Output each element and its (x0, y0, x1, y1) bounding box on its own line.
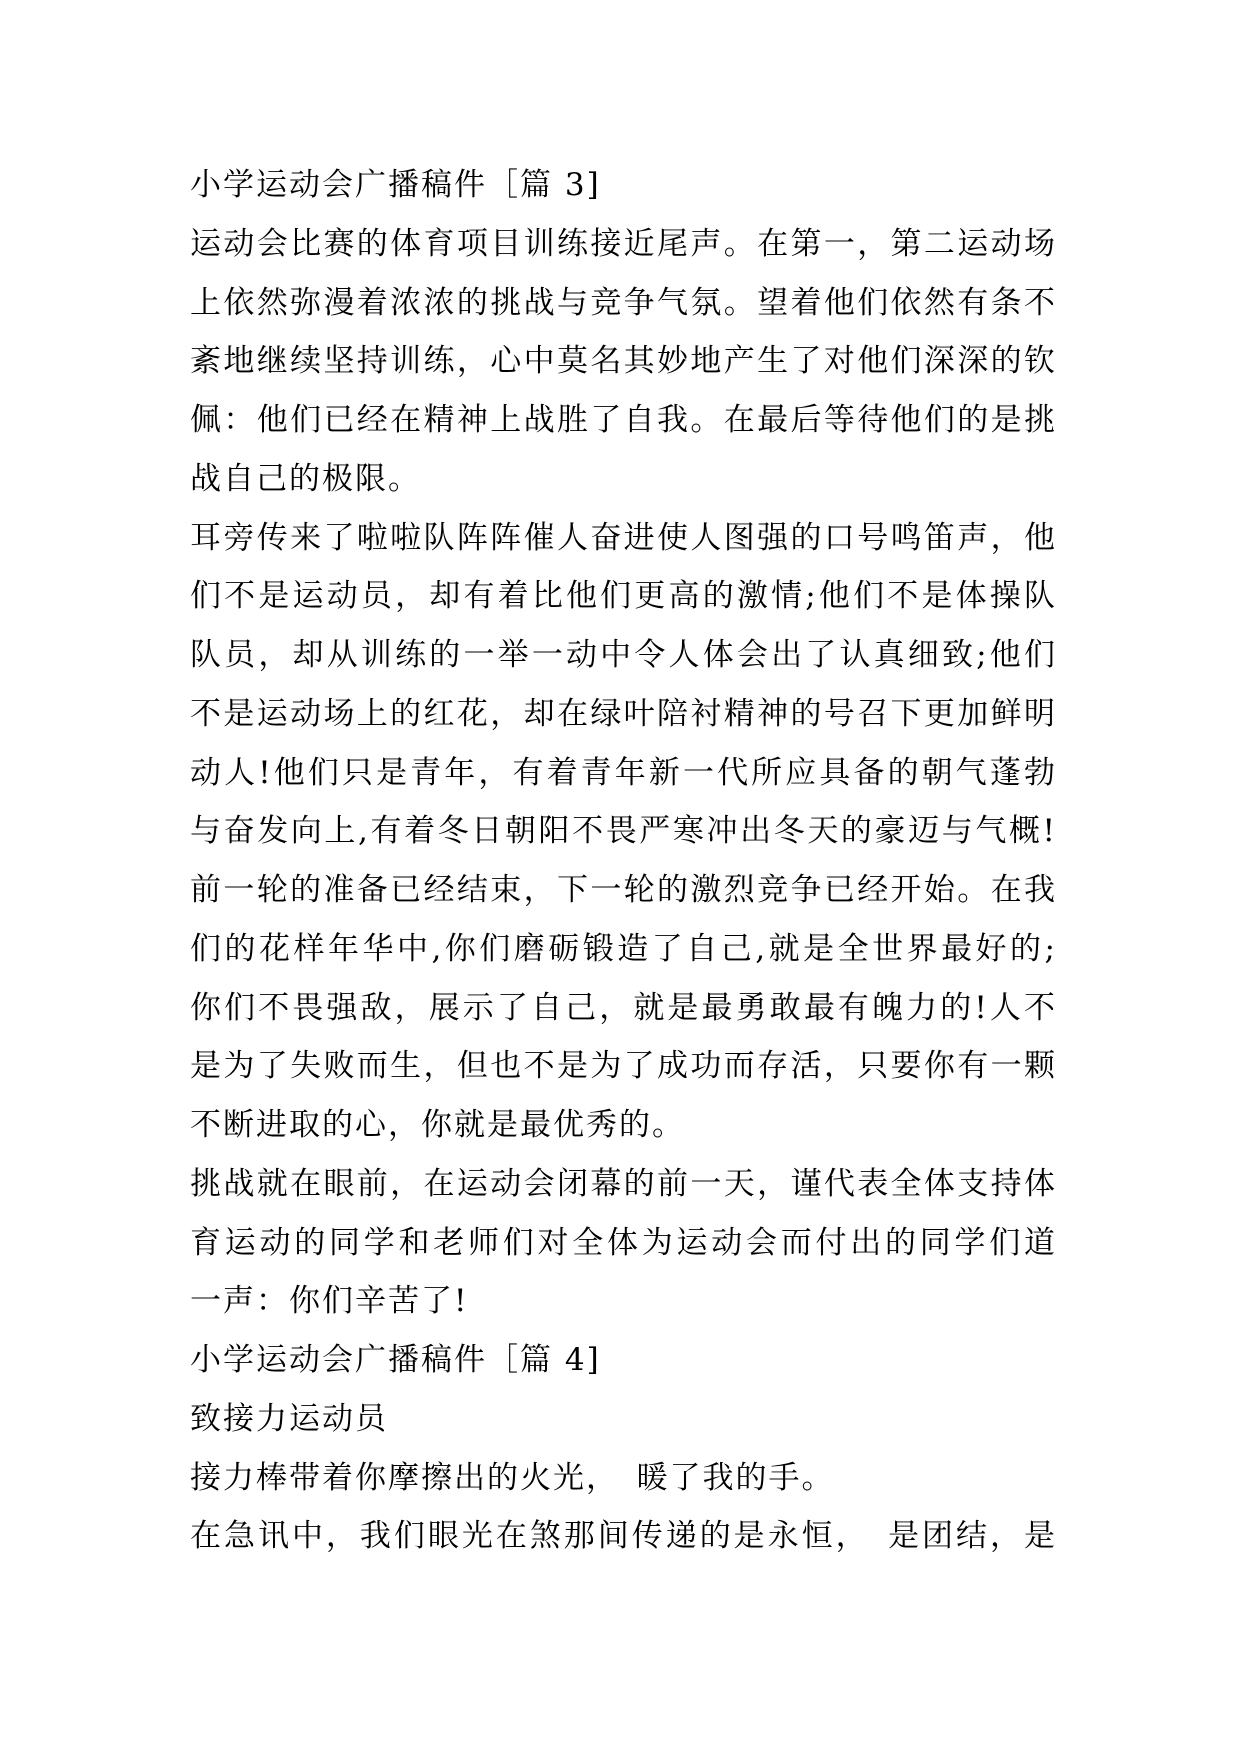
paragraph (190, 861, 1057, 1155)
text-line: 你们不畏强敌，展示了自己，就是最勇敢最有魄力的!人不 (190, 989, 1057, 1026)
text-line: 耳旁传来了啦啦队阵阵催人奋进使人图强的口号鸣笛声，他 (190, 519, 1057, 556)
text-line: 紊地继续坚持训练，心中莫名其妙地产生了对他们深深的钦 (190, 343, 1057, 380)
text-line: 们的花样年华中,你们磨砺锻造了自己,就是全世界最好的; (190, 930, 1057, 967)
text-line: 上依然弥漫着浓浓的挑战与竞争气氛。望着他们依然有条不 (190, 284, 1057, 321)
text-line: 一声：你们辛苦了! (190, 1283, 469, 1320)
paragraph (190, 1155, 1057, 1331)
text-line: 队员，却从训练的一举一动中令人体会出了认真细致;他们 (190, 637, 1057, 673)
poem-title: 致接力运动员 (190, 1400, 388, 1437)
paragraph (190, 215, 1057, 509)
paragraph (190, 1449, 1057, 1508)
text-line: 挑战就在眼前，在运动会闭幕的前一天，谨代表全体支持体 (190, 1165, 1057, 1202)
text-line: 战自己的极限。 (190, 460, 421, 497)
section-heading: 小学运动会广播稿件［篇 4] (190, 1342, 601, 1378)
document-body (190, 156, 1057, 1566)
text-line: 育运动的同学和老师们对全体为运动会而付出的同学们道 (190, 1224, 1057, 1261)
text-line: 是为了失败而生，但也不是为了成功而存活，只要你有一颗 (190, 1048, 1057, 1085)
paragraph (190, 509, 1057, 862)
text-line: 接力棒带着你摩擦出的火光， 暖了我的手。 (190, 1459, 835, 1496)
text-line: 动人!他们只是青年，有着青年新一代所应具备的朝气蓬勃 (190, 754, 1057, 791)
section (190, 156, 1057, 1331)
text-line: 们不是运动员，却有着比他们更高的激情;他们不是体操队 (190, 578, 1057, 615)
section (190, 1331, 1057, 1566)
text-line: 不断进取的心，你就是最优秀的。 (190, 1107, 685, 1143)
text-line: 在急讯中，我们眼光在煞那间传递的是永恒， 是团结，是 (190, 1518, 1057, 1555)
text-line: 与奋发向上,有着冬日朝阳不畏严寒冲出冬天的豪迈与气概! (190, 813, 1057, 850)
section-heading: 小学运动会广播稿件［篇 3] (190, 167, 601, 203)
text-line: 运动会比赛的体育项目训练接近尾声。在第一，第二运动场 (190, 225, 1057, 262)
paragraph (190, 1507, 1057, 1566)
text-line: 佩：他们已经在精神上战胜了自我。在最后等待他们的是挑 (190, 402, 1057, 438)
text-line: 前一轮的准备已经结束，下一轮的激烈竞争已经开始。在我 (190, 872, 1057, 908)
text-line: 不是运动场上的红花，却在绿叶陪衬精神的号召下更加鲜明 (190, 695, 1057, 732)
